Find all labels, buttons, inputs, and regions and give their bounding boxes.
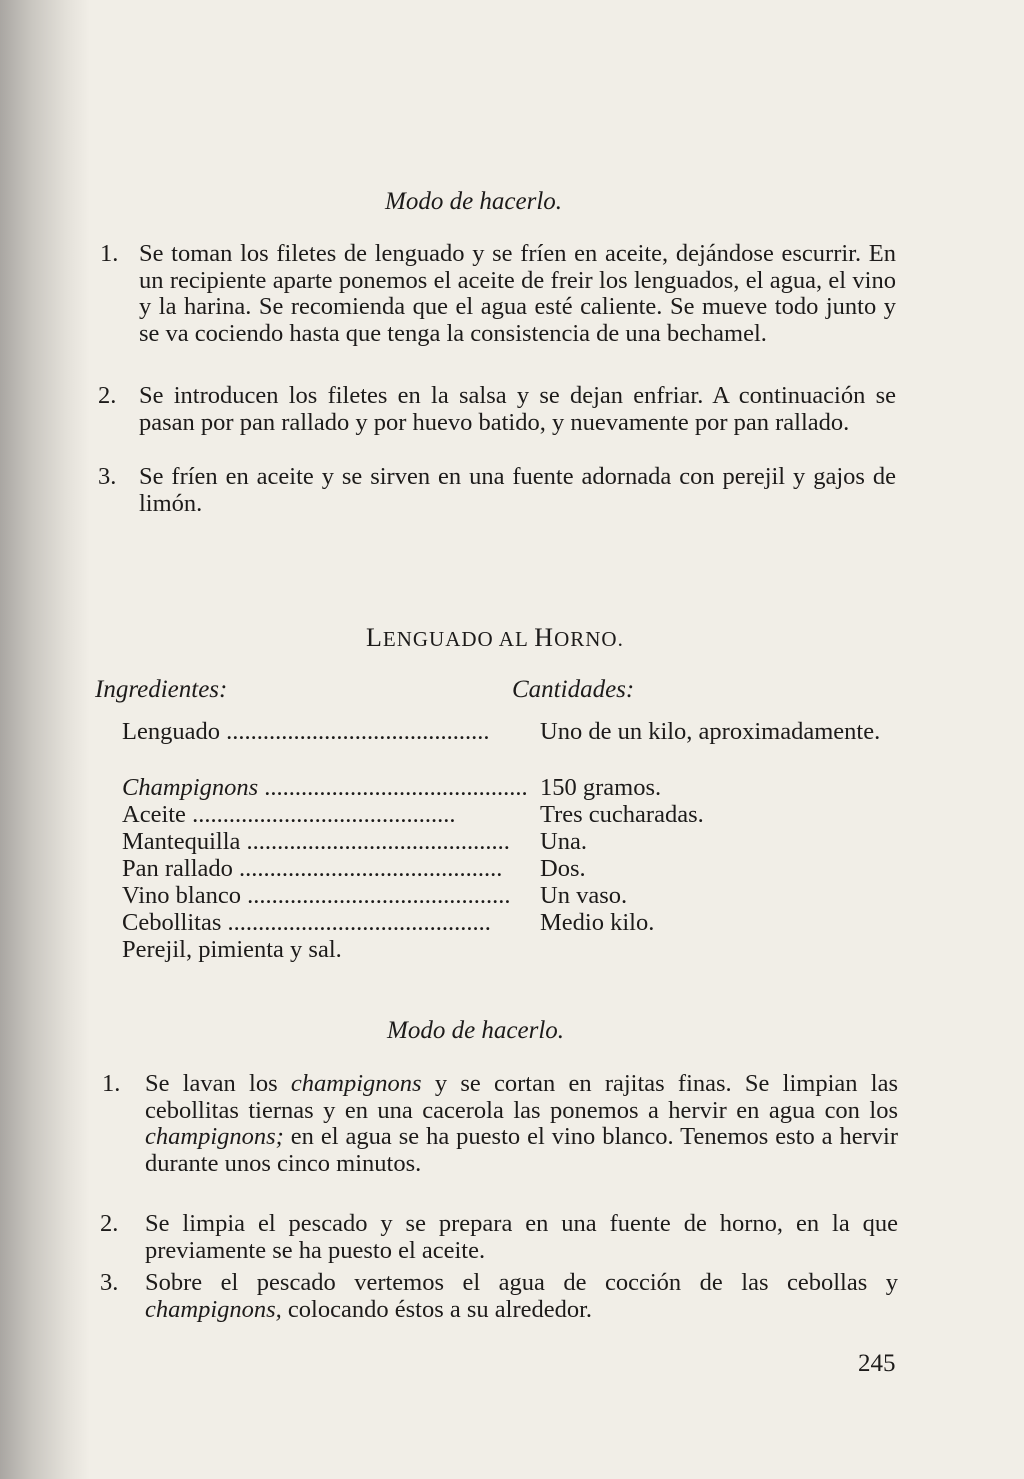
ingredient-quantity: Un vaso. — [540, 882, 628, 909]
ingredient-quantity: Tres cucharadas. — [540, 801, 704, 828]
ingredient-name: Champignons ........................................... — [122, 774, 528, 801]
method-step: Se fríen en aceite y se sirven en una fuente adornada con perejil y gajos de limón. — [139, 463, 896, 517]
ingredient-quantity: Uno de un kilo, aproximadamente. — [540, 718, 881, 745]
method-step: Se introducen los filetes en la salsa y se dejan enfriar. A continuación se pasan por pan rallado y por huevo batido, y nuevamente por pan rallado. — [139, 382, 896, 436]
ingredients-label: Ingredientes: — [95, 676, 228, 703]
method-step: Se toman los filetes de lenguado y se fríen en aceite, dejándose escurrir. En un recipiente aparte ponemos el aceite de freir los lenguados, el agua, el vino y la harina. Se recomienda que el agua esté caliente. Se mueve todo junto y se va cociendo hasta que tenga la consistencia de una bechamel. — [139, 240, 896, 347]
quantities-label: Cantidades: — [512, 676, 635, 703]
ingredient-name: Pan rallado ........................................... — [122, 855, 503, 882]
ingredient-name: Aceite ........................................... — [122, 801, 456, 828]
step-number: 1. — [102, 1070, 121, 1097]
step-number: 3. — [98, 463, 117, 490]
ingredient-quantity: Medio kilo. — [540, 909, 655, 936]
method-step: Sobre el pescado vertemos el agua de cocción de las cebollas y champignons, colocando éstos a su alrededor. — [145, 1269, 898, 1323]
method-heading-1: Modo de hacerlo. — [385, 188, 563, 215]
ingredient-quantity: Una. — [540, 828, 587, 855]
method-step: Se limpia el pescado y se prepara en una fuente de horno, en la que previamente se ha puesto el aceite. — [145, 1210, 898, 1264]
method-heading-2: Modo de hacerlo. — [387, 1017, 565, 1044]
ingredient-quantity: Dos. — [540, 855, 586, 882]
step-number: 1. — [100, 240, 119, 267]
ingredient-name: Cebollitas ........................................... — [122, 909, 491, 936]
ingredient-name: Lenguado ........................................... — [122, 718, 490, 745]
step-number: 2. — [100, 1210, 119, 1237]
ingredient-name: Perejil, pimienta y sal. — [122, 936, 342, 963]
step-number: 2. — [98, 382, 117, 409]
recipe-title: LENGUADO AL HORNO. — [366, 623, 624, 652]
page-number: 245 — [858, 1350, 896, 1377]
ingredient-name: Mantequilla ........................................... — [122, 828, 510, 855]
ingredient-quantity: 150 gramos. — [540, 774, 662, 801]
method-step: Se lavan los champignons y se cortan en rajitas finas. Se limpian las cebollitas tiernas y en una cacerola las ponemos a hervir en agua con los champignons; en el agua se ha puesto el vino blanco. Tenemos esto a hervir durante unos cinco minutos. — [145, 1070, 898, 1177]
ingredient-name: Vino blanco ........................................... — [122, 882, 511, 909]
step-number: 3. — [100, 1269, 119, 1296]
